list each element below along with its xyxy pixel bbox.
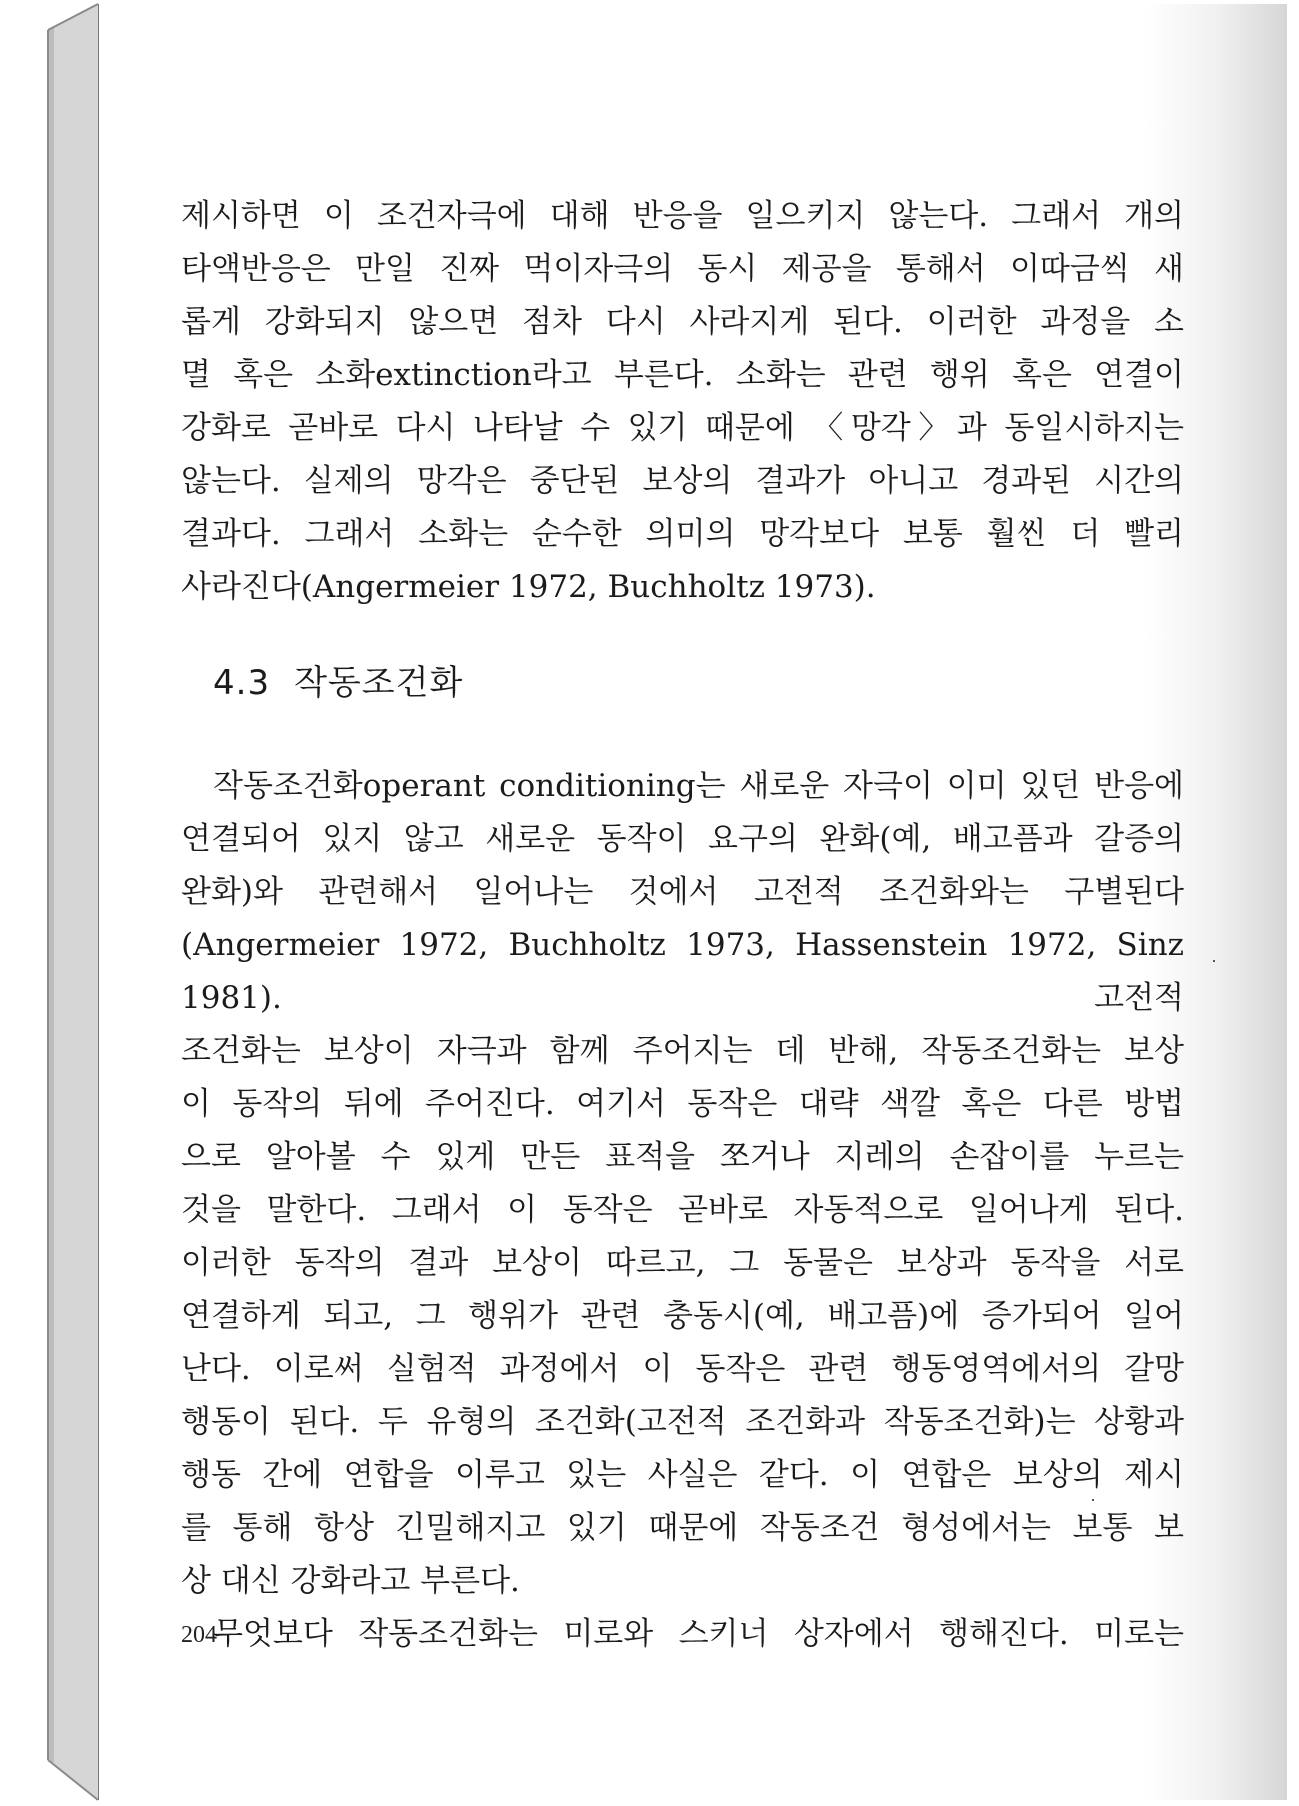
scan-speck: [1213, 960, 1215, 962]
text-line: 사라진다(Angermeier 1972, Buchholtz 1973).: [181, 569, 876, 605]
text-line: 난다. 이로써 실험적 과정에서 이 동작은 관련 행동영역에서의 갈망: [181, 1351, 1184, 1387]
text-line: 행동 간에 연합을 이루고 있는 사실은 같다. 이 연합은 보상의 제시: [181, 1457, 1184, 1493]
text-line: 타액반응은 만일 진짜 먹이자극의 동시 제공을 통해서 이따금씩 새: [181, 251, 1184, 287]
text-line: 멸 혹은 소화extinction라고 부른다. 소화는 관련 행위 혹은 연결이: [181, 357, 1184, 393]
text-line: 상 대신 강화라고 부른다.: [181, 1563, 520, 1599]
text-line: 제시하면 이 조건자극에 대해 반응을 일으키지 않는다. 그래서 개의: [181, 198, 1184, 234]
text-line: 를 통해 항상 긴밀해지고 있기 때문에 작동조건 형성에서는 보통 보: [181, 1510, 1184, 1546]
scan-speck: [1092, 1499, 1094, 1501]
text-line: 연결되어 있지 않고 새로운 동작이 요구의 완화(예, 배고픔과 갈증의: [181, 821, 1184, 857]
text-line: 연결하게 되고, 그 행위가 관련 충동시(예, 배고픔)에 증가되어 일어: [181, 1298, 1184, 1334]
text-line: 행동이 된다. 두 유형의 조건화(고전적 조건화과 작동조건화)는 상황과: [181, 1404, 1184, 1440]
book-spine-graphic: [0, 0, 100, 1806]
section-heading: [181, 658, 1184, 708]
text-line: 무엇보다 작동조건화는 미로와 스키너 상자에서 행해진다. 미로는: [213, 1616, 1184, 1652]
text-line: 이 동작의 뒤에 주어진다. 여기서 동작은 대략 색깔 혹은 다른 방법: [181, 1086, 1184, 1122]
paragraph-extinction: [181, 190, 1184, 614]
paragraph-maze: [181, 1608, 1184, 1661]
text-line: 결과다. 그래서 소화는 순수한 의미의 망각보다 보통 훨씬 더 빨리: [181, 516, 1184, 552]
page-text-block: [181, 190, 1184, 1661]
page-number: 204: [181, 1622, 217, 1648]
text-line: 강화로 곧바로 다시 나타날 수 있기 때문에 〈망각〉과 동일시하지는: [181, 410, 1184, 446]
text-line: 이러한 동작의 결과 보상이 따르고, 그 동물은 보상과 동작을 서로: [181, 1245, 1184, 1281]
text-line: 것을 말한다. 그래서 이 동작은 곧바로 자동적으로 일어나게 된다.: [181, 1192, 1184, 1228]
paragraph-operant-conditioning: [181, 760, 1184, 1608]
text-line: 롭게 강화되지 않으면 점차 다시 사라지게 된다. 이러한 과정을 소: [181, 304, 1184, 340]
section-number: 4.3: [213, 663, 271, 703]
section-title: 작동조건화: [294, 663, 464, 703]
text-line: 으로 알아볼 수 있게 만든 표적을 쪼거나 지레의 손잡이를 누르는: [181, 1139, 1184, 1175]
text-line: 않는다. 실제의 망각은 중단된 보상의 결과가 아니고 경과된 시간의: [181, 463, 1184, 499]
text-line: (Angermeier 1972, Buchholtz 1973, Hassenstein 1972, Sinz 1981). 고전적: [181, 927, 1184, 1016]
book-spine-edge: [0, 0, 100, 1806]
text-line: 조건화는 보상이 자극과 함께 주어지는 데 반해, 작동조건화는 보상: [181, 1033, 1184, 1069]
text-line: 작동조건화operant conditioning는 새로운 자극이 이미 있던 반응에: [213, 768, 1184, 804]
text-line: 완화)와 관련해서 일어나는 것에서 고전적 조건화와는 구별된다: [181, 874, 1184, 910]
